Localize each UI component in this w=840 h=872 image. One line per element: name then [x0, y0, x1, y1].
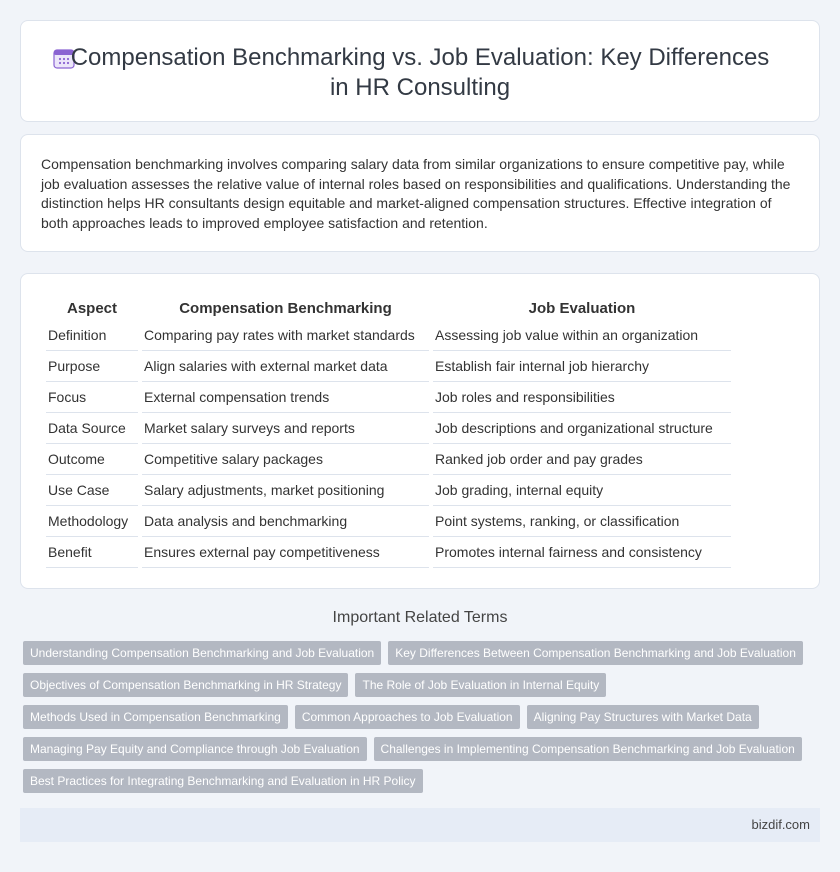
comparison-table-card: [20, 273, 820, 589]
table-cell: Market salary surveys and reports: [142, 413, 429, 444]
comparison-table: [42, 296, 735, 568]
table-cell: Competitive salary packages: [142, 444, 429, 475]
table-cell: Job descriptions and organizational structure: [433, 413, 731, 444]
table-cell: Benefit: [46, 537, 138, 568]
column-header-compensation-benchmarking: Compensation Benchmarking: [179, 299, 392, 317]
footer-site-link[interactable]: bizdif.com: [751, 817, 810, 832]
table-row: [46, 475, 731, 506]
related-term-tag[interactable]: The Role of Job Evaluation in Internal Equity: [355, 673, 606, 697]
table-cell: Ensures external pay competitiveness: [142, 537, 429, 568]
related-term-tag[interactable]: Objectives of Compensation Benchmarking in HR Strategy: [23, 673, 348, 697]
table-cell: Definition: [46, 320, 138, 351]
intro-card: [20, 134, 820, 252]
table-row: [46, 413, 731, 444]
header-card: [20, 20, 820, 122]
related-terms-title: Important Related Terms: [332, 609, 508, 626]
related-term-tag[interactable]: Methods Used in Compensation Benchmarking: [23, 705, 288, 729]
table-cell: Job roles and responsibilities: [433, 382, 731, 413]
related-term-tag[interactable]: Aligning Pay Structures with Market Data: [527, 705, 759, 729]
related-term-tag[interactable]: Best Practices for Integrating Benchmarking and Evaluation in HR Policy: [23, 769, 423, 793]
table-row: [46, 320, 731, 351]
related-term-tag[interactable]: Common Approaches to Job Evaluation: [295, 705, 520, 729]
table-cell: External compensation trends: [142, 382, 429, 413]
table-cell: Ranked job order and pay grades: [433, 444, 731, 475]
table-row: [46, 506, 731, 537]
related-term-tag[interactable]: Key Differences Between Compensation Benchmarking and Job Evaluation: [388, 641, 803, 665]
table-cell: Purpose: [46, 351, 138, 382]
table-cell: Focus: [46, 382, 138, 413]
table-cell: Comparing pay rates with market standards: [142, 320, 429, 351]
column-header-aspect: Aspect: [66, 299, 118, 317]
footer: [20, 808, 820, 842]
table-header-row: [46, 296, 731, 320]
table-cell: Outcome: [46, 444, 138, 475]
tag-row: [23, 705, 759, 729]
table-cell: Assessing job value within an organization: [433, 320, 731, 351]
table-row: [46, 537, 731, 568]
related-term-tag[interactable]: Challenges in Implementing Compensation Benchmarking and Job Evaluation: [374, 737, 802, 761]
table-cell: Align salaries with external market data: [142, 351, 429, 382]
table-cell: Job grading, internal equity: [433, 475, 731, 506]
tag-row: [23, 641, 803, 665]
table-cell: Methodology: [46, 506, 138, 537]
table-row: [46, 382, 731, 413]
table-cell: Point systems, ranking, or classification: [433, 506, 731, 537]
intro-text: Compensation benchmarking involves comparing salary data from similar organizations to ensure competitive pay, while job evaluation assesses the relative value of internal roles based on responsibilities and qualifications. Understanding the distinction helps HR consultants design equitable and market-aligned compensation structures. Effective integration of both approaches leads to improved employee satisfaction and retention.: [41, 156, 791, 231]
tag-row: [23, 737, 802, 761]
table-cell: Establish fair internal job hierarchy: [433, 351, 731, 382]
page-title: Compensation Benchmarking vs. Job Evaluation: Key Differences in HR Consulting: [70, 44, 770, 101]
table-row: [46, 444, 731, 475]
table-cell: Salary adjustments, market positioning: [142, 475, 429, 506]
tag-row: [23, 673, 606, 697]
tag-row: [23, 769, 423, 793]
related-term-tag[interactable]: Understanding Compensation Benchmarking and Job Evaluation: [23, 641, 381, 665]
column-header-job-evaluation: Job Evaluation: [528, 299, 636, 317]
table-cell: Promotes internal fairness and consistency: [433, 537, 731, 568]
table-cell: Use Case: [46, 475, 138, 506]
table-cell: Data analysis and benchmarking: [142, 506, 429, 537]
related-term-tag[interactable]: Managing Pay Equity and Compliance through Job Evaluation: [23, 737, 367, 761]
table-row: [46, 351, 731, 382]
table-cell: Data Source: [46, 413, 138, 444]
